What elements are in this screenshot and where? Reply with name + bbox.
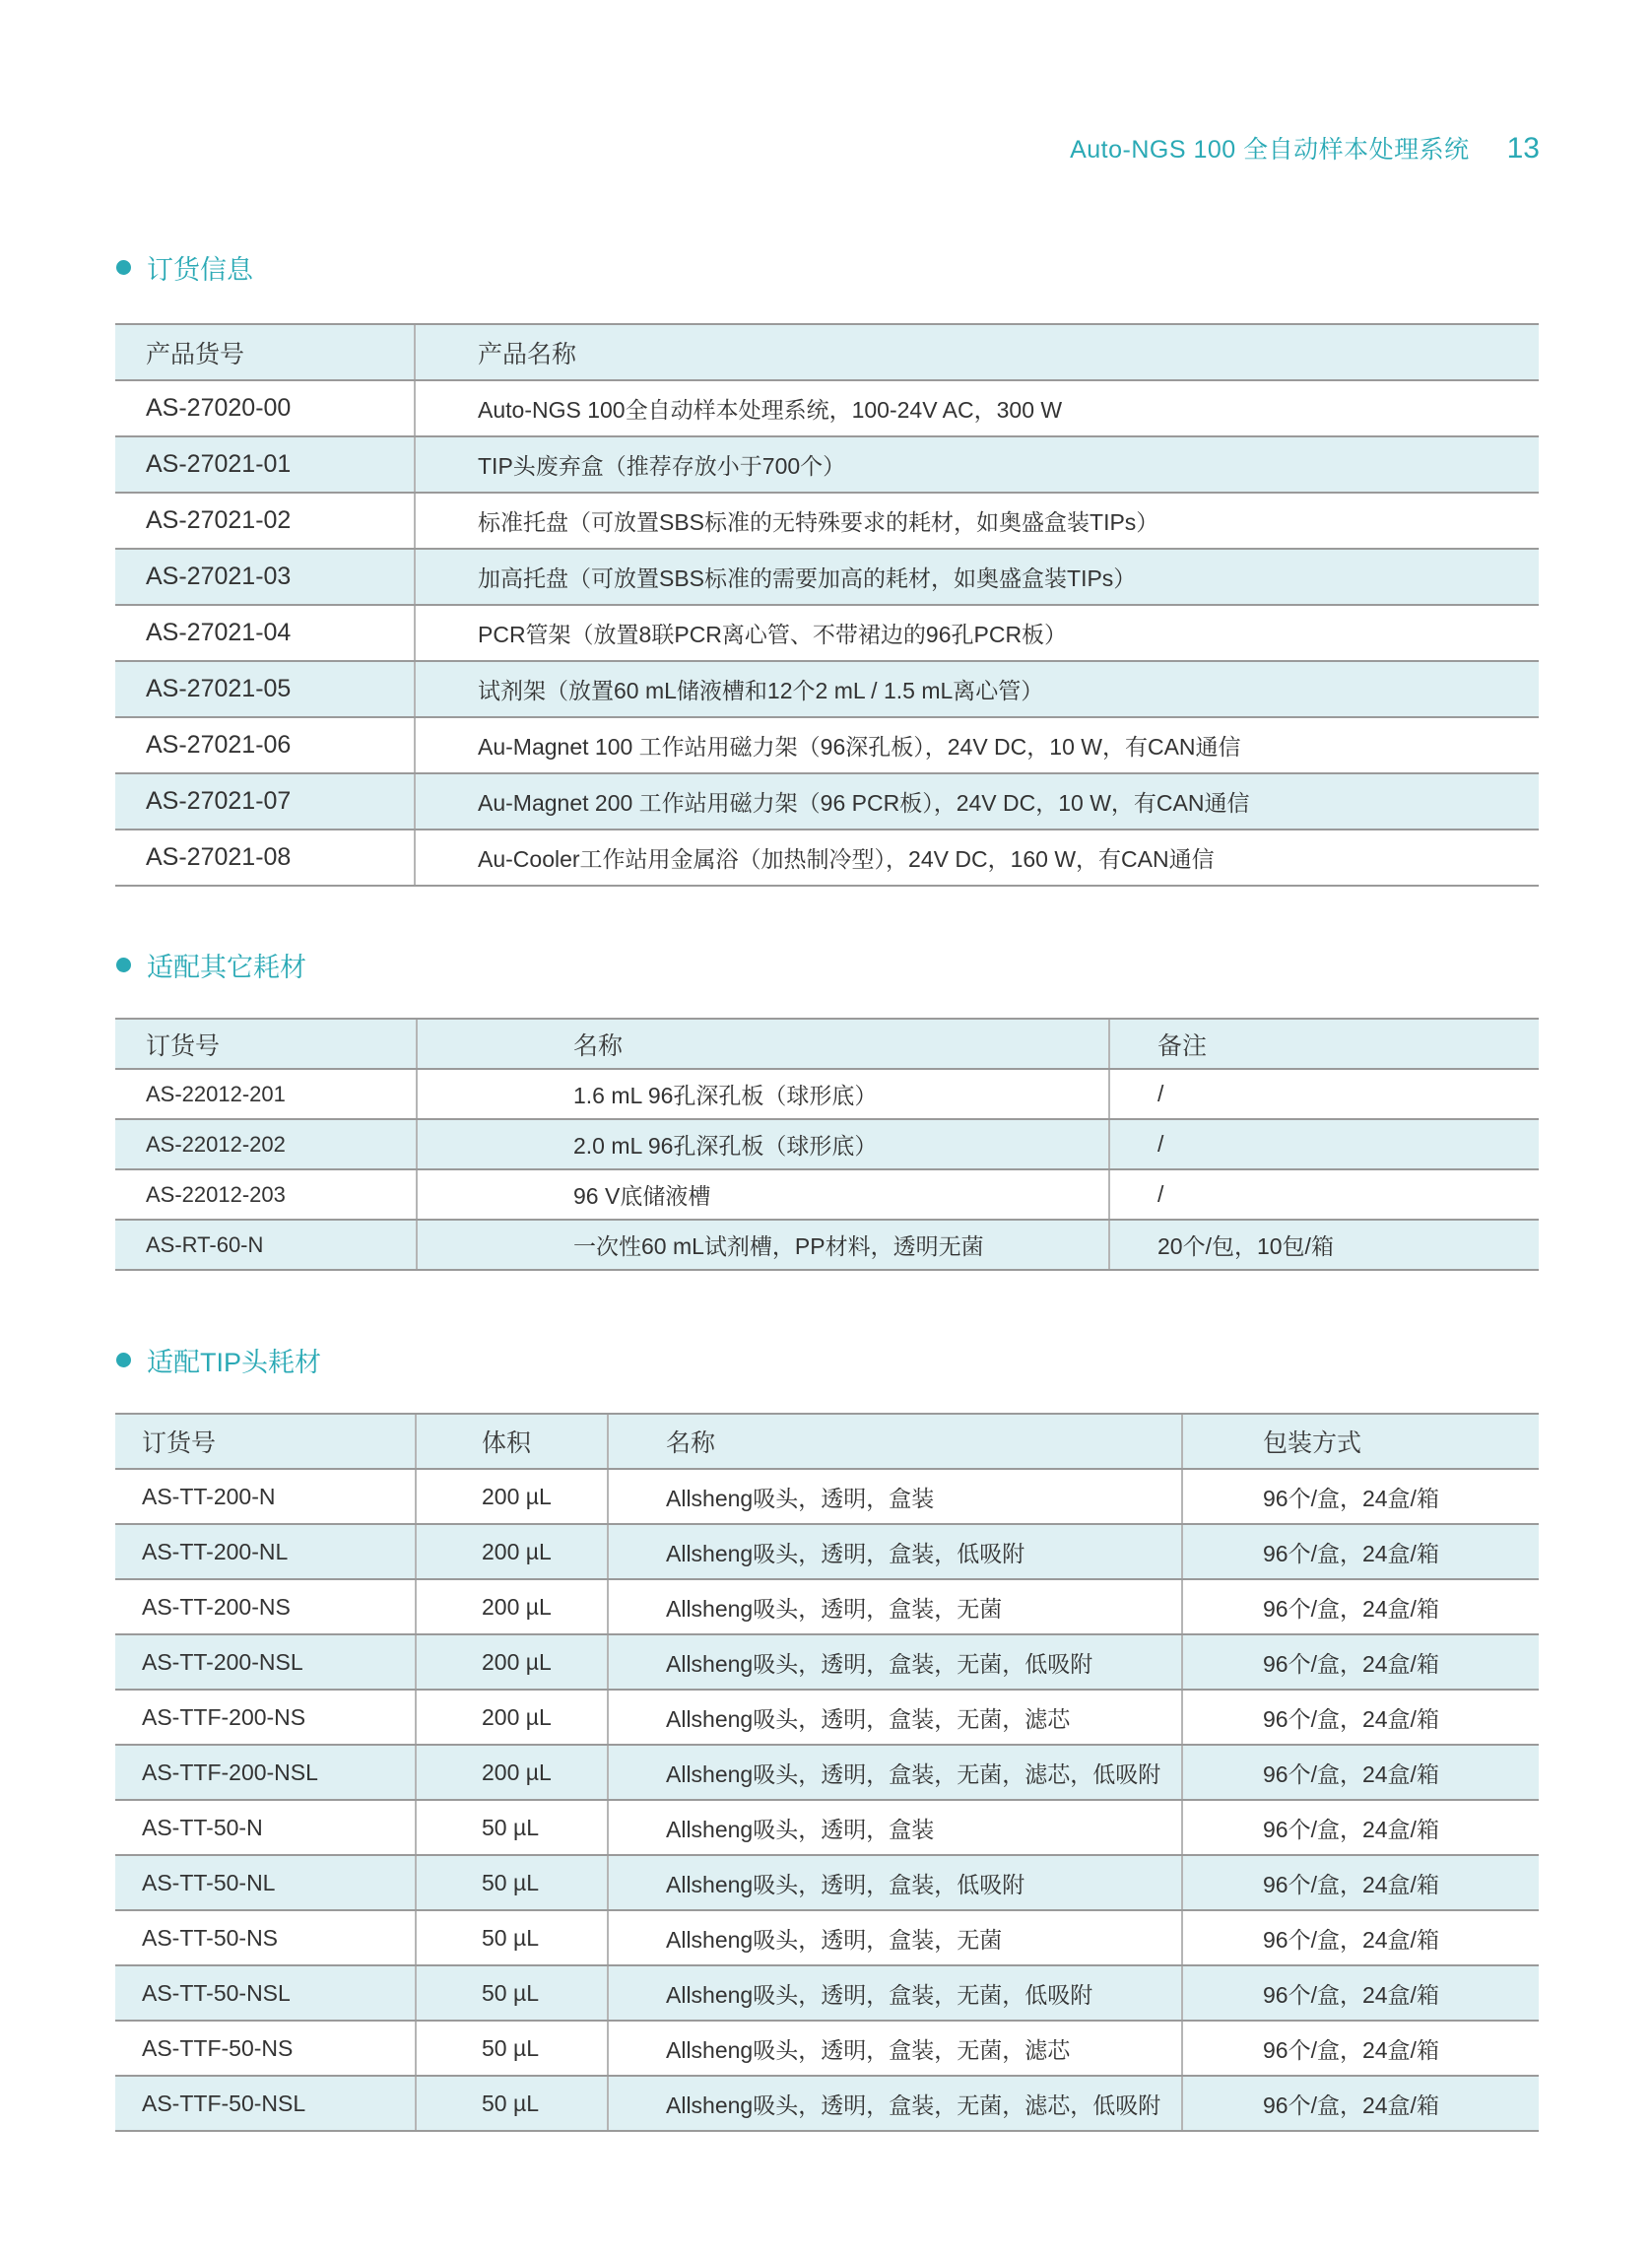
table-cell: Allsheng吸头，透明，盒装，无菌，滤芯 bbox=[608, 1690, 1182, 1745]
table-row bbox=[115, 1745, 1539, 1800]
table-row bbox=[115, 1965, 1539, 2021]
table-row bbox=[115, 1469, 1539, 1524]
table-cell: Allsheng吸头，透明，盒装，低吸附 bbox=[608, 1524, 1182, 1579]
table-cell: AS-TT-50-N bbox=[115, 1800, 416, 1855]
table-cell: AS-27020-00 bbox=[115, 380, 415, 436]
table-row bbox=[115, 436, 1539, 493]
table-cell: 50 µL bbox=[416, 2021, 608, 2076]
table-row bbox=[115, 1119, 1539, 1169]
table-header-row bbox=[115, 1019, 1539, 1069]
column-header: 订货号 bbox=[115, 1414, 416, 1469]
column-header: 订货号 bbox=[115, 1019, 417, 1069]
table-cell: AS-27021-08 bbox=[115, 830, 415, 886]
table-row bbox=[115, 1220, 1539, 1270]
table-cell: Allsheng吸头，透明，盒装 bbox=[608, 1469, 1182, 1524]
table-cell: Allsheng吸头，透明，盒装，无菌，滤芯，低吸附 bbox=[608, 1745, 1182, 1800]
table-cell: 96个/盒，24盒/箱 bbox=[1182, 1469, 1539, 1524]
table-cell: AS-22012-202 bbox=[115, 1119, 417, 1169]
table-cell: Allsheng吸头，透明，盒装，无菌，低吸附 bbox=[608, 1634, 1182, 1690]
table-row bbox=[115, 1855, 1539, 1910]
table-cell: 96个/盒，24盒/箱 bbox=[1182, 1910, 1539, 1965]
table-cell: 96个/盒，24盒/箱 bbox=[1182, 1579, 1539, 1634]
table-cell: 96个/盒，24盒/箱 bbox=[1182, 2021, 1539, 2076]
table-cell: AS-TT-200-NSL bbox=[115, 1634, 416, 1690]
tip-consumables-table bbox=[115, 1413, 1539, 2132]
table-cell: AS-22012-203 bbox=[115, 1169, 417, 1220]
table-cell: 200 µL bbox=[416, 1745, 608, 1800]
table-cell: 96个/盒，24盒/箱 bbox=[1182, 1745, 1539, 1800]
table-cell: 96个/盒，24盒/箱 bbox=[1182, 1965, 1539, 2021]
table-cell: 50 µL bbox=[416, 2076, 608, 2131]
table-cell: Allsheng吸头，透明，盒装，无菌，滤芯，低吸附 bbox=[608, 2076, 1182, 2131]
table-row bbox=[115, 773, 1539, 830]
table-cell: AS-TTF-50-NSL bbox=[115, 2076, 416, 2131]
section-title-text: 适配其它耗材 bbox=[147, 953, 306, 982]
table-row bbox=[115, 2076, 1539, 2131]
table-row bbox=[115, 717, 1539, 773]
table-cell: AS-TT-200-N bbox=[115, 1469, 416, 1524]
column-header: 产品货号 bbox=[115, 324, 415, 380]
table-cell: Allsheng吸头，透明，盒装，低吸附 bbox=[608, 1855, 1182, 1910]
table-cell: 96个/盒，24盒/箱 bbox=[1182, 2076, 1539, 2131]
column-header: 体积 bbox=[416, 1414, 608, 1469]
section-title-text: 适配TIP头耗材 bbox=[147, 1348, 322, 1377]
table-cell: / bbox=[1109, 1169, 1539, 1220]
table-row bbox=[115, 1579, 1539, 1634]
table-cell: / bbox=[1109, 1069, 1539, 1119]
table-cell: AS-27021-04 bbox=[115, 605, 415, 661]
table-row bbox=[115, 1524, 1539, 1579]
table-cell: Auto-NGS 100全自动样本处理系统，100-24V AC，300 W bbox=[415, 380, 1539, 436]
table-row bbox=[115, 830, 1539, 886]
table-cell: AS-27021-06 bbox=[115, 717, 415, 773]
table-cell: Au-Cooler工作站用金属浴（加热制冷型），24V DC，160 W，有CAN通信 bbox=[415, 830, 1539, 886]
table-cell: 96个/盒，24盒/箱 bbox=[1182, 1855, 1539, 1910]
section-title-text: 订货信息 bbox=[147, 255, 253, 285]
table-cell: AS-TT-50-NL bbox=[115, 1855, 416, 1910]
table-cell: 20个/包，10包/箱 bbox=[1109, 1220, 1539, 1270]
bullet-icon bbox=[116, 958, 131, 972]
table-cell: 200 µL bbox=[416, 1634, 608, 1690]
table-cell: AS-TTF-200-NS bbox=[115, 1690, 416, 1745]
table-cell: Allsheng吸头，透明，盒装，无菌，滤芯 bbox=[608, 2021, 1182, 2076]
other-consumables-table bbox=[115, 1018, 1539, 1271]
document-title: Auto-NGS 100 全自动样本处理系统 bbox=[1070, 136, 1470, 164]
table-cell: / bbox=[1109, 1119, 1539, 1169]
section-title-ordering bbox=[116, 248, 253, 287]
table-row bbox=[115, 1690, 1539, 1745]
table-cell: 96个/盒，24盒/箱 bbox=[1182, 1634, 1539, 1690]
table-cell: 96个/盒，24盒/箱 bbox=[1182, 1690, 1539, 1745]
table-cell: 50 µL bbox=[416, 1965, 608, 2021]
table-cell: 96个/盒，24盒/箱 bbox=[1182, 1800, 1539, 1855]
table-cell: AS-22012-201 bbox=[115, 1069, 417, 1119]
table-row bbox=[115, 605, 1539, 661]
table-cell: AS-27021-07 bbox=[115, 773, 415, 830]
table-cell: AS-TTF-200-NSL bbox=[115, 1745, 416, 1800]
table-row bbox=[115, 2021, 1539, 2076]
column-header: 名称 bbox=[608, 1414, 1182, 1469]
table-cell: 200 µL bbox=[416, 1690, 608, 1745]
table-cell: AS-27021-01 bbox=[115, 436, 415, 493]
bullet-icon bbox=[116, 1353, 131, 1367]
table-row bbox=[115, 549, 1539, 605]
page-header bbox=[1070, 130, 1540, 166]
bullet-icon bbox=[116, 260, 131, 275]
column-header: 名称 bbox=[417, 1019, 1109, 1069]
table-cell: Allsheng吸头，透明，盒装，无菌 bbox=[608, 1910, 1182, 1965]
table-cell: AS-RT-60-N bbox=[115, 1220, 417, 1270]
table-cell: 50 µL bbox=[416, 1800, 608, 1855]
table-cell: 96 V底储液槽 bbox=[417, 1169, 1109, 1220]
table-cell: AS-TT-50-NS bbox=[115, 1910, 416, 1965]
table-cell: 96个/盒，24盒/箱 bbox=[1182, 1524, 1539, 1579]
table-cell: AS-27021-05 bbox=[115, 661, 415, 717]
table-row bbox=[115, 1910, 1539, 1965]
table-row bbox=[115, 1169, 1539, 1220]
table-row bbox=[115, 380, 1539, 436]
table-cell: 加高托盘（可放置SBS标准的需要加高的耗材，如奥盛盒装TIPs） bbox=[415, 549, 1539, 605]
table-cell: AS-TT-50-NSL bbox=[115, 1965, 416, 2021]
table-cell: Allsheng吸头，透明，盒装，无菌 bbox=[608, 1579, 1182, 1634]
table-cell: TIP头废弃盒（推荐存放小于700个） bbox=[415, 436, 1539, 493]
column-header: 包装方式 bbox=[1182, 1414, 1539, 1469]
table-cell: 1.6 mL 96孔深孔板（球形底） bbox=[417, 1069, 1109, 1119]
section-title-tip-consumables bbox=[116, 1341, 321, 1379]
table-cell: AS-TTF-50-NS bbox=[115, 2021, 416, 2076]
table-cell: Au-Magnet 200 工作站用磁力架（96 PCR板），24V DC，10 W，有CAN通信 bbox=[415, 773, 1539, 830]
table-header-row bbox=[115, 324, 1539, 380]
table-cell: Allsheng吸头，透明，盒装，无菌，低吸附 bbox=[608, 1965, 1182, 2021]
table-cell: Au-Magnet 100 工作站用磁力架（96深孔板），24V DC，10 W，有CAN通信 bbox=[415, 717, 1539, 773]
table-cell: 试剂架（放置60 mL储液槽和12个2 mL / 1.5 mL离心管） bbox=[415, 661, 1539, 717]
table-cell: AS-TT-200-NS bbox=[115, 1579, 416, 1634]
table-cell: 标准托盘（可放置SBS标准的无特殊要求的耗材，如奥盛盒装TIPs） bbox=[415, 493, 1539, 549]
table-cell: PCR管架（放置8联PCR离心管、不带裙边的96孔PCR板） bbox=[415, 605, 1539, 661]
table-cell: 200 µL bbox=[416, 1524, 608, 1579]
table-header-row bbox=[115, 1414, 1539, 1469]
column-header: 备注 bbox=[1109, 1019, 1539, 1069]
table-cell: AS-27021-03 bbox=[115, 549, 415, 605]
table-cell: AS-27021-02 bbox=[115, 493, 415, 549]
table-row bbox=[115, 493, 1539, 549]
section-title-other-consumables bbox=[116, 946, 306, 984]
table-cell: 200 µL bbox=[416, 1579, 608, 1634]
table-cell: 50 µL bbox=[416, 1855, 608, 1910]
table-cell: 50 µL bbox=[416, 1910, 608, 1965]
table-cell: 2.0 mL 96孔深孔板（球形底） bbox=[417, 1119, 1109, 1169]
ordering-table bbox=[115, 323, 1539, 887]
table-row bbox=[115, 1069, 1539, 1119]
table-row bbox=[115, 1800, 1539, 1855]
table-cell: 一次性60 mL试剂槽，PP材料，透明无菌 bbox=[417, 1220, 1109, 1270]
table-row bbox=[115, 661, 1539, 717]
column-header: 产品名称 bbox=[415, 324, 1539, 380]
table-cell: Allsheng吸头，透明，盒装 bbox=[608, 1800, 1182, 1855]
page-number: 13 bbox=[1506, 132, 1540, 165]
table-cell: 200 µL bbox=[416, 1469, 608, 1524]
table-row bbox=[115, 1634, 1539, 1690]
table-cell: AS-TT-200-NL bbox=[115, 1524, 416, 1579]
